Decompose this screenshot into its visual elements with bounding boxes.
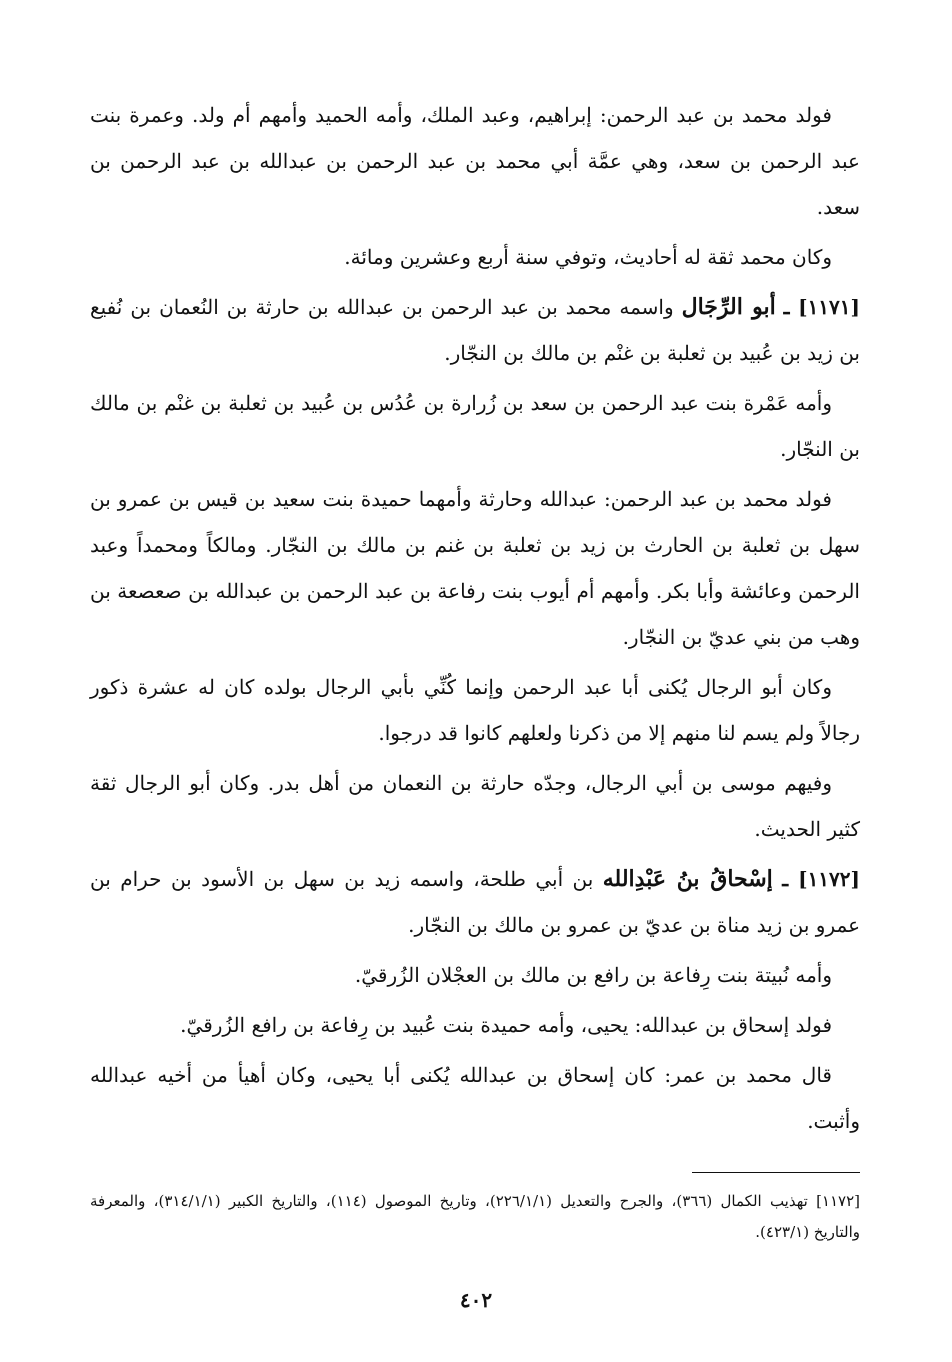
paragraph-text: واسمه محمد بن عبد الرحمن بن عبدالله بن حارثة بن النُعمان بن نُفيع بن زيد بن عُبيد بن ثعلبة بن غنْم بن مالك بن النجّار.	[90, 295, 860, 365]
paragraph-text: وفيهم موسى بن أبي الرجال، وجدّه حارثة بن النعمان من أهل بدر. وكان أبو الرجال ثقة كثير الحديث.	[90, 771, 860, 841]
paragraph-kunya	[90, 664, 860, 756]
entry-1171	[90, 284, 860, 376]
entry-number: [١١٧٢] ـ	[782, 867, 860, 891]
footnote: [١١٧٢] تهذيب الكمال (٣٦٦)، والجرح والتعديل (٢٢٦/١/١)، وتاريخ الموصول (١١٤)، والتاريخ الكبير (٣١٤/١/١)، والمعرفة والتاريخ (٤٢٣/١).	[90, 1192, 861, 1241]
paragraph-sons-of-muhammad	[90, 92, 860, 230]
paragraph-musa	[90, 760, 860, 852]
paragraph-sons-of-abu-al-rijal	[90, 476, 860, 660]
paragraph-text: وأمه عَمْرة بنت عبد الرحمن بن سعد بن زُرارة بن عُدُس بن عُبيد بن ثعلبة بن غنْم بن مالك بن النجّار.	[90, 391, 860, 461]
entry-name: إسْحاقُ بنُ عَبْدِالله	[602, 866, 773, 892]
page-number: ٤٠٢	[459, 1288, 493, 1312]
paragraph-text: فولد محمد بن عبد الرحمن: إبراهيم، وعبد الملك، وأمه الحميد وأمهم أم ولد. وعمرة بنت عبد الرحمن بن سعد، وهي عمَّة أبي محمد بن عبد الرحمن بن عبدالله بن عبد الرحمن بن سعد.	[90, 103, 860, 219]
paragraph-text: وأمه نُبيتة بنت رِفاعة بن رافع بن مالك بن العجْلان الزُرقيّ.	[354, 963, 832, 987]
paragraph-text: فولد إسحاق بن عبدالله: يحيى، وأمه حميدة بنت عُبيد بن رِفاعة بن رافع الزُرقيّ.	[180, 1013, 832, 1037]
paragraph-text: بن أبي طلحة، واسمه زيد بن سهل بن الأسود بن حرام بن عمرو بن زيد مناة بن عديّ بن عمرو بن مالك بن النجّار.	[90, 867, 860, 937]
paragraph-text: فولد محمد بن عبد الرحمن: عبدالله وحارثة وأمهما حميدة بنت سعيد بن قيس بن عمرو بن سهل بن ثعلبة بن الحارث بن زيد بن ثعلبة بن غنم بن مالك بن النجّار. ومالكاً ومحمداً وعبد الرحمن وعائشة وأبا بكر. وأمهم أم أيوب بنت رفاعة بن عبد الرحمن بن عبدالله بن صعصعة بن وهب من بني عديّ بن النجّار.	[90, 487, 860, 649]
main-text-body	[90, 92, 860, 1148]
entry-name: أبو الرِّجَال	[681, 294, 776, 320]
paragraph-text: وكان محمد ثقة له أحاديث، وتوفي سنة أربع وعشرين ومائة.	[344, 245, 832, 269]
paragraph-muhammad-death	[90, 234, 860, 280]
footnote-divider	[692, 1172, 860, 1173]
paragraph-text: قال محمد بن عمر: كان إسحاق بن عبدالله يُكنى أبا يحيى، وكان أهيأ من أخيه عبدالله وأثبت.	[90, 1063, 860, 1133]
entry-number: [١١٧١] ـ	[783, 295, 860, 319]
entry-1172	[90, 856, 860, 948]
paragraph-sons-of-ishaq	[90, 1002, 860, 1048]
paragraph-muhammad-bin-umar	[90, 1052, 860, 1144]
paragraph-mother-nubaita	[90, 952, 860, 998]
paragraph-mother-amra	[90, 380, 860, 472]
paragraph-text: وكان أبو الرجال يُكنى أبا عبد الرحمن وإنما كُنِّي بأبي الرجال بولده كان له عشرة ذكور رجالاً ولم يسم لنا منهم إلا من ذكرنا ولعلهم كانوا قد درجوا.	[90, 675, 860, 745]
